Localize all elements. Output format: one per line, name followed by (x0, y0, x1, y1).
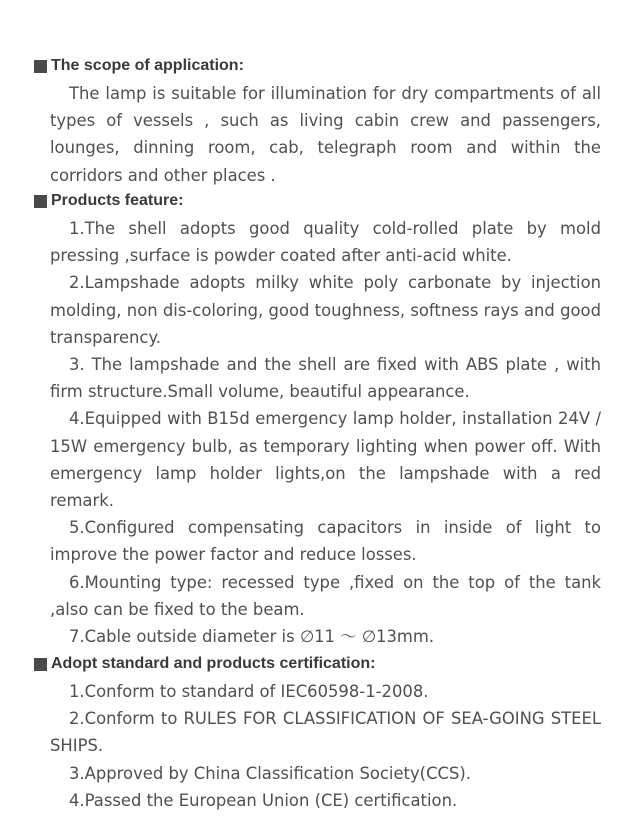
standards-heading-text: Adopt standard and products certification: (51, 655, 376, 672)
feature-item-6: 6.Mounting type: recessed type ,fixed on the top of the tank ,also can be fixed to the beam. (50, 572, 601, 619)
standard-item-1: 1.Conform to standard of IEC60598-1-2008. (69, 682, 429, 701)
features-heading-text: Products feature: (51, 192, 184, 209)
bullet-square-icon (34, 195, 47, 208)
standards-section (34, 654, 604, 814)
features-heading (34, 191, 604, 211)
features-section (34, 191, 604, 650)
feature-item-7: 7.Cable outside diameter is ∅11 ～ ∅13mm. (69, 627, 435, 647)
scope-heading-text: The scope of application: (51, 57, 244, 74)
standard-item-4: 4.Passed the European Union (CE) certification. (69, 790, 458, 810)
scope-heading (34, 56, 604, 76)
bullet-square-icon (34, 60, 47, 73)
scope-section (34, 56, 604, 189)
standards-heading (34, 654, 604, 674)
feature-item-2: 2.Lampshade adopts milky white poly carbonate by injection molding, non dis-coloring, good toughness, softness rays and good transparency. (50, 273, 601, 347)
feature-item-1: 1.The shell adopts good quality cold-rolled plate by mold pressing ,surface is powder coated after anti-acid white. (50, 219, 601, 266)
standard-item-2: 2.Conform to RULES FOR CLASSIFICATION OF SEA-GOING STEEL SHIPS. (50, 709, 601, 756)
feature-item-5: 5.Configured compensating capacitors in inside of light to improve the power factor and reduce losses. (50, 518, 601, 565)
standard-item-3: 3.Approved by China Classification Society(CCS). (69, 763, 471, 783)
feature-item-3: 3. The lampshade and the shell are fixed with ABS plate , with firm structure.Small volume, beautiful appearance. (50, 355, 601, 402)
scope-paragraph: The lamp is suitable for illumination for dry compartments of all types of vessels , such as living cabin crew and passengers, lounges, dinning room, cab, telegraph room and within the corridors and other places . (50, 84, 601, 185)
bullet-square-icon (34, 658, 47, 671)
feature-item-4: 4.Equipped with B15d emergency lamp holder, installation 24V / 15W emergency bulb, as temporary lighting when power off. With emergency lamp holder lights,on the lampshade with a red remark. (50, 409, 601, 511)
